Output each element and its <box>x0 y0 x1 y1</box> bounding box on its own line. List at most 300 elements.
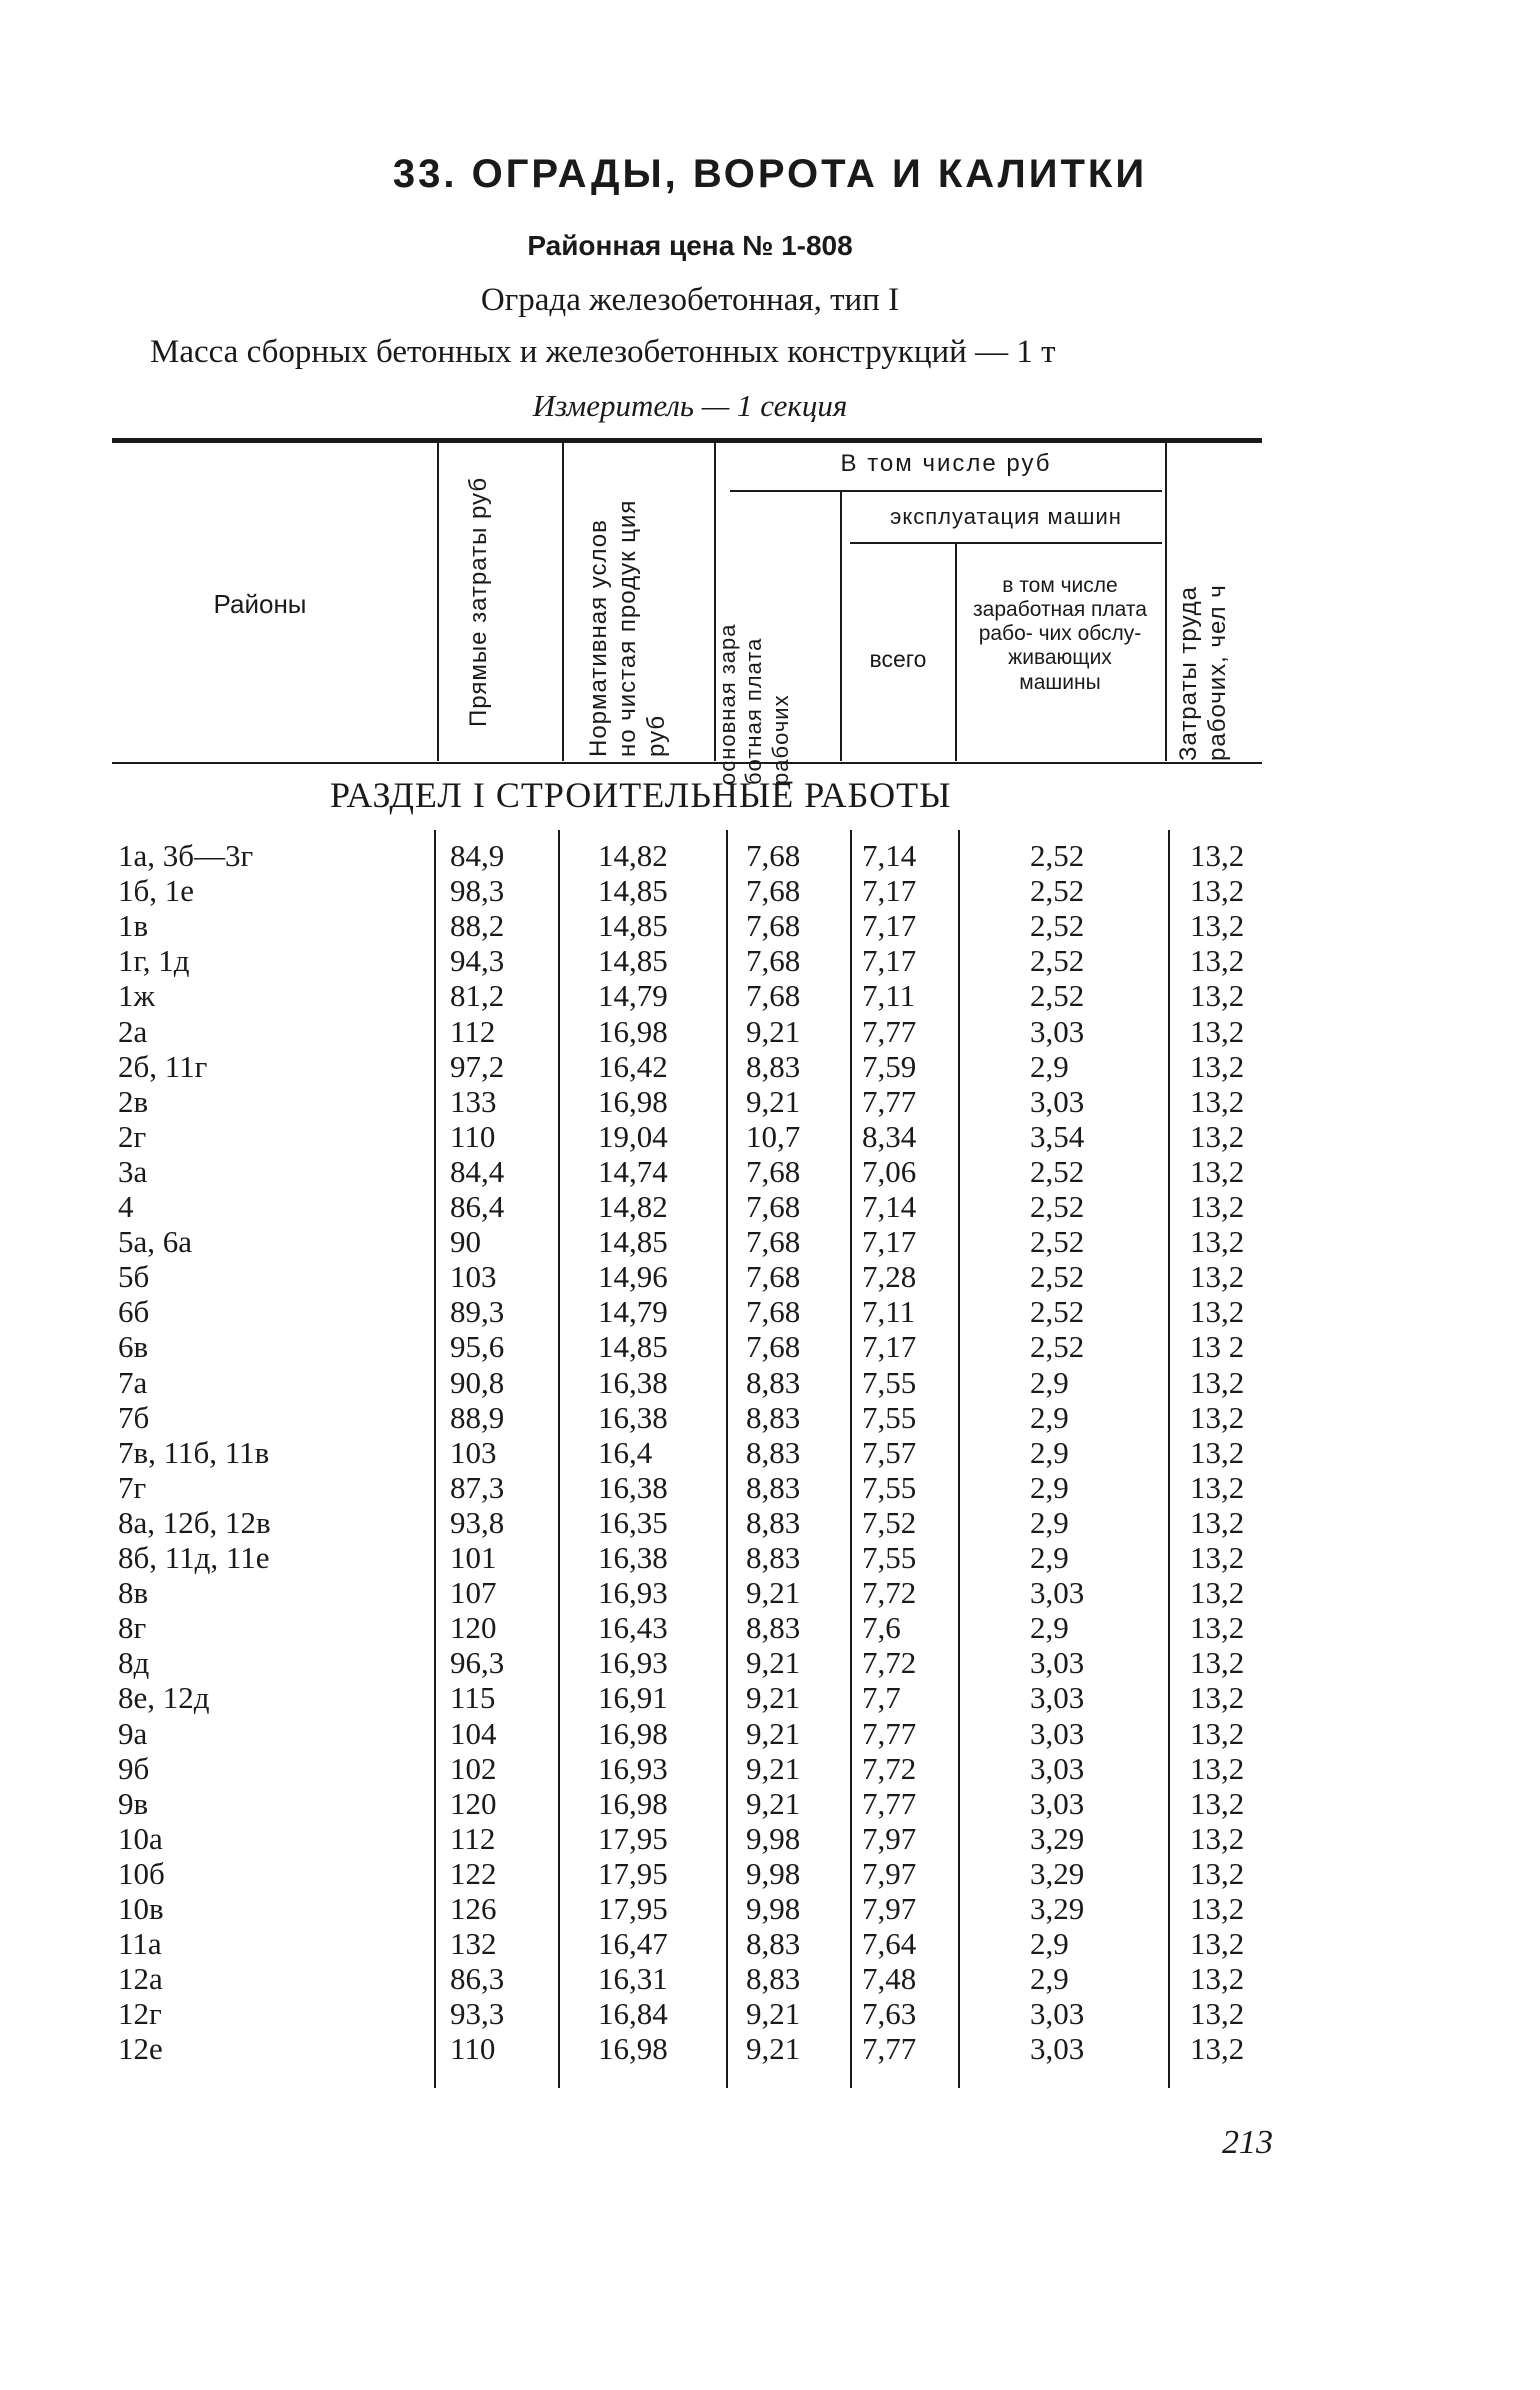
direct-costs-cell: 93,8 <box>450 1504 505 1540</box>
section-title: РАЗДЕЛ I СТРОИТЕЛЬНЫЕ РАБОТЫ <box>330 775 952 815</box>
machine-wage-cell: 3,54 <box>1030 1118 1085 1154</box>
base-wage-cell: 8,83 <box>746 1364 801 1400</box>
machine-wage-cell: 2,9 <box>1030 1540 1069 1575</box>
header-machine-op: эксплуатация машин <box>890 504 1122 529</box>
machine-wage-cell: 3,29 <box>1030 1891 1085 1926</box>
table-row <box>0 838 1540 873</box>
labor-cell: 13,2 <box>1190 1610 1245 1646</box>
labor-cell: 13,2 <box>1190 873 1245 909</box>
norm-net-cell: 16,31 <box>598 1961 668 1997</box>
table-row <box>0 873 1540 908</box>
machine-wage-cell: 3,29 <box>1030 1820 1085 1856</box>
region-cell: 2б, 11г <box>118 1048 208 1084</box>
region-cell: 8б, 11д, 11е <box>118 1540 270 1575</box>
machine-total-cell: 7,17 <box>862 908 917 944</box>
norm-net-cell: 16,91 <box>598 1680 668 1716</box>
norm-net-cell: 16,98 <box>598 2031 668 2067</box>
labor-cell: 13,2 <box>1190 1259 1245 1295</box>
machine-total-cell: 7,97 <box>862 1820 917 1856</box>
base-wage-cell: 9,21 <box>746 2031 801 2067</box>
machine-wage-cell: 2,52 <box>1030 1153 1085 1189</box>
machine-wage-cell: 2,52 <box>1030 1294 1085 1330</box>
region-cell: 12е <box>118 2031 163 2067</box>
table-row <box>0 1891 1540 1926</box>
region-cell: 7а <box>118 1364 148 1400</box>
machine-total-cell: 7,17 <box>862 1224 917 1260</box>
machine-wage-cell: 2,9 <box>1030 1364 1069 1400</box>
page-number: 213 <box>1222 2124 1273 2161</box>
norm-net-cell: 16,98 <box>598 1013 668 1049</box>
machine-wage-cell: 2,52 <box>1030 1259 1085 1295</box>
direct-costs-cell: 122 <box>450 1855 497 1891</box>
region-cell: 10а <box>118 1820 163 1856</box>
mass-note: Масса сборных бетонных и железобетонных конструкций — 1 т <box>150 334 1056 370</box>
region-cell: 3а <box>118 1153 148 1189</box>
machine-total-cell: 7,11 <box>862 1294 916 1330</box>
base-wage-cell: 8,83 <box>746 1048 801 1084</box>
region-cell: 6в <box>118 1329 149 1365</box>
direct-costs-cell: 120 <box>450 1610 497 1646</box>
table-row <box>0 1575 1540 1610</box>
base-wage-cell: 8,83 <box>746 1926 801 1962</box>
machine-total-cell: 7,55 <box>862 1469 917 1505</box>
table-row <box>0 1540 1540 1575</box>
direct-costs-cell: 86,3 <box>450 1961 505 1997</box>
header-base-wage: основная зара ботная плата рабочих <box>715 623 793 785</box>
labor-cell: 13,2 <box>1190 1224 1245 1260</box>
machine-total-cell: 7,55 <box>862 1399 917 1435</box>
norm-net-cell: 16,93 <box>598 1750 668 1786</box>
norm-net-cell: 14,79 <box>598 1294 668 1330</box>
machine-total-cell: 7,55 <box>862 1364 917 1400</box>
region-cell: 10в <box>118 1891 164 1926</box>
table-row <box>0 1505 1540 1540</box>
labor-cell: 13,2 <box>1190 1399 1245 1435</box>
norm-net-cell: 14,74 <box>598 1153 668 1189</box>
region-cell: 9в <box>118 1785 149 1821</box>
region-cell: 7г <box>118 1469 147 1505</box>
norm-net-cell: 14,82 <box>598 838 668 873</box>
hdr-vline-4 <box>840 492 842 761</box>
norm-net-cell: 16,98 <box>598 1083 668 1119</box>
norm-net-cell: 16,4 <box>598 1434 653 1470</box>
base-wage-cell: 7,68 <box>746 838 801 873</box>
direct-costs-cell: 112 <box>450 1013 496 1049</box>
table-row <box>0 1961 1540 1996</box>
region-cell: 11а <box>118 1926 162 1962</box>
machine-wage-cell: 2,9 <box>1030 1469 1069 1505</box>
machine-wage-cell: 2,52 <box>1030 1224 1085 1260</box>
region-cell: 4 <box>118 1189 134 1224</box>
machine-total-cell: 7,28 <box>862 1259 917 1295</box>
machine-wage-cell: 3,29 <box>1030 1855 1085 1891</box>
direct-costs-cell: 107 <box>450 1575 497 1611</box>
table-row <box>0 2031 1540 2066</box>
labor-cell: 13 2 <box>1190 1329 1245 1365</box>
machine-total-cell: 7,55 <box>862 1540 917 1575</box>
direct-costs-cell: 90,8 <box>450 1364 505 1400</box>
region-cell: 1в <box>118 908 149 944</box>
labor-cell: 13,2 <box>1190 1048 1245 1084</box>
direct-costs-cell: 115 <box>450 1680 496 1716</box>
labor-cell: 13,2 <box>1190 1820 1245 1856</box>
base-wage-cell: 8,83 <box>746 1610 801 1646</box>
machine-total-cell: 7,06 <box>862 1153 917 1189</box>
direct-costs-cell: 120 <box>450 1785 497 1821</box>
subtitle: Ограда железобетонная, тип I <box>480 282 900 318</box>
table-row <box>0 1821 1540 1856</box>
machine-total-cell: 7,14 <box>862 838 917 873</box>
labor-cell: 13,2 <box>1190 1926 1245 1962</box>
header-norm-net: Нормативная услов но чистая продук ция руб <box>585 499 670 757</box>
machine-wage-cell: 2,52 <box>1030 1189 1085 1224</box>
base-wage-cell: 9,21 <box>746 1645 801 1681</box>
machine-wage-cell: 3,03 <box>1030 1013 1085 1049</box>
table-row <box>0 1154 1540 1189</box>
region-cell: 8г <box>118 1610 147 1646</box>
header-bottom-rule <box>112 762 1262 764</box>
norm-net-cell: 17,95 <box>598 1855 668 1891</box>
base-wage-cell: 9,21 <box>746 1785 801 1821</box>
machine-wage-cell: 3,03 <box>1030 1785 1085 1821</box>
table-row <box>0 1224 1540 1259</box>
base-wage-cell: 7,68 <box>746 908 801 944</box>
norm-net-cell: 14,96 <box>598 1259 668 1295</box>
machine-wage-cell: 2,52 <box>1030 908 1085 944</box>
labor-cell: 13,2 <box>1190 1118 1245 1154</box>
table-row <box>0 1680 1540 1715</box>
direct-costs-cell: 98,3 <box>450 873 505 909</box>
machine-total-cell: 7,57 <box>862 1434 917 1470</box>
table-row <box>0 1856 1540 1891</box>
direct-costs-cell: 87,3 <box>450 1469 505 1505</box>
machine-total-cell: 7,77 <box>862 2031 917 2067</box>
labor-cell: 13,2 <box>1190 1750 1245 1786</box>
norm-net-cell: 16,47 <box>598 1926 668 1962</box>
base-wage-cell: 9,98 <box>746 1855 801 1891</box>
header-direct-costs: Прямые затраты руб <box>465 476 492 727</box>
machine-total-cell: 7,72 <box>862 1575 917 1611</box>
direct-costs-cell: 90 <box>450 1224 481 1260</box>
table-row <box>0 1926 1540 1961</box>
direct-costs-cell: 88,2 <box>450 908 505 944</box>
labor-cell: 13,2 <box>1190 1364 1245 1400</box>
machine-total-cell: 7,52 <box>862 1504 917 1540</box>
labor-cell: 13,2 <box>1190 838 1245 873</box>
machine-wage-cell: 2,52 <box>1030 943 1085 979</box>
header-total: всего <box>869 646 927 672</box>
base-wage-cell: 9,21 <box>746 1083 801 1119</box>
machine-total-cell: 7,77 <box>862 1013 917 1049</box>
labor-cell: 13,2 <box>1190 1855 1245 1891</box>
base-wage-cell: 9,21 <box>746 1013 801 1049</box>
region-cell: 9б <box>118 1750 150 1786</box>
norm-net-cell: 16,38 <box>598 1540 668 1575</box>
machine-total-cell: 7,11 <box>862 978 916 1014</box>
base-wage-cell: 7,68 <box>746 978 801 1014</box>
direct-costs-cell: 112 <box>450 1820 496 1856</box>
base-wage-cell: 8,83 <box>746 1504 801 1540</box>
region-cell: 2г <box>118 1118 147 1154</box>
region-cell: 8а, 12б, 12в <box>118 1504 271 1540</box>
machine-wage-cell: 2,52 <box>1030 838 1085 873</box>
direct-costs-cell: 103 <box>450 1434 497 1470</box>
base-wage-cell: 9,21 <box>746 1715 801 1751</box>
direct-costs-cell: 96,3 <box>450 1645 505 1681</box>
machine-total-cell: 7,77 <box>862 1715 917 1751</box>
labor-cell: 13,2 <box>1190 1785 1245 1821</box>
table-row <box>0 943 1540 978</box>
machine-total-cell: 7,64 <box>862 1926 917 1962</box>
table-row <box>0 1645 1540 1680</box>
norm-net-cell: 14,85 <box>598 873 668 909</box>
labor-cell: 13,2 <box>1190 1961 1245 1997</box>
table-row <box>0 908 1540 943</box>
region-cell: 5а, 6а <box>118 1224 193 1260</box>
hdr-vline-5 <box>955 544 957 761</box>
table-row <box>0 978 1540 1013</box>
machine-wage-cell: 3,03 <box>1030 1645 1085 1681</box>
labor-cell: 13,2 <box>1190 1575 1245 1611</box>
norm-net-cell: 14,82 <box>598 1189 668 1224</box>
labor-cell: 13,2 <box>1190 908 1245 944</box>
base-wage-cell: 7,68 <box>746 1294 801 1330</box>
direct-costs-cell: 84,9 <box>450 838 505 873</box>
machine-wage-cell: 2,9 <box>1030 1961 1069 1997</box>
header-incl-wage: в том числе заработная плата рабо- чих обслу- живающих машины <box>973 574 1147 694</box>
labor-cell: 13,2 <box>1190 1680 1245 1716</box>
machine-total-cell: 7,48 <box>862 1961 917 1997</box>
machine-wage-cell: 2,9 <box>1030 1399 1069 1435</box>
direct-costs-cell: 104 <box>450 1715 497 1751</box>
machine-wage-cell: 2,9 <box>1030 1048 1069 1084</box>
direct-costs-cell: 97,2 <box>450 1048 505 1084</box>
base-wage-cell: 7,68 <box>746 943 801 979</box>
labor-cell: 13,2 <box>1190 943 1245 979</box>
table-row <box>0 1084 1540 1119</box>
table-row <box>0 1259 1540 1294</box>
machine-wage-cell: 2,52 <box>1030 978 1085 1014</box>
machine-wage-cell: 2,9 <box>1030 1434 1069 1470</box>
table-row <box>0 1365 1540 1400</box>
norm-net-cell: 16,93 <box>598 1575 668 1611</box>
base-wage-cell: 8,83 <box>746 1469 801 1505</box>
hdr-vline-6 <box>1165 443 1167 761</box>
table-row <box>0 1786 1540 1821</box>
norm-net-cell: 17,95 <box>598 1820 668 1856</box>
labor-cell: 13,2 <box>1190 1294 1245 1330</box>
machine-total-cell: 7,59 <box>862 1048 917 1084</box>
direct-costs-cell: 93,3 <box>450 1996 505 2032</box>
norm-net-cell: 14,85 <box>598 943 668 979</box>
machine-wage-cell: 2,52 <box>1030 873 1085 909</box>
direct-costs-cell: 89,3 <box>450 1294 505 1330</box>
labor-cell: 13,2 <box>1190 978 1245 1014</box>
machine-total-cell: 8,34 <box>862 1118 917 1154</box>
labor-cell: 13,2 <box>1190 1189 1245 1224</box>
table-row <box>0 1294 1540 1329</box>
direct-costs-cell: 132 <box>450 1926 497 1962</box>
table-row <box>0 1716 1540 1751</box>
region-cell: 2а <box>118 1013 148 1049</box>
base-wage-cell: 7,68 <box>746 1153 801 1189</box>
region-cell: 12а <box>118 1961 163 1997</box>
machine-wage-cell: 3,03 <box>1030 1750 1085 1786</box>
region-cell: 6б <box>118 1294 150 1330</box>
norm-net-cell: 16,38 <box>598 1469 668 1505</box>
norm-net-cell: 16,38 <box>598 1399 668 1435</box>
base-wage-cell: 9,98 <box>746 1820 801 1856</box>
base-wage-cell: 9,98 <box>746 1891 801 1926</box>
base-wage-cell: 9,21 <box>746 1575 801 1611</box>
table-row <box>0 1329 1540 1364</box>
norm-net-cell: 16,38 <box>598 1364 668 1400</box>
table-row <box>0 1119 1540 1154</box>
region-cell: 1г, 1д <box>118 943 190 979</box>
base-wage-cell: 9,21 <box>746 1680 801 1716</box>
direct-costs-cell: 88,9 <box>450 1399 505 1435</box>
base-wage-cell: 8,83 <box>746 1434 801 1470</box>
machine-wage-cell: 3,03 <box>1030 1575 1085 1611</box>
region-cell: 1ж <box>118 978 155 1014</box>
norm-net-cell: 16,98 <box>598 1715 668 1751</box>
machine-wage-cell: 3,03 <box>1030 1680 1085 1716</box>
machine-wage-cell: 2,52 <box>1030 1329 1085 1365</box>
labor-cell: 13,2 <box>1190 1013 1245 1049</box>
machine-total-cell: 7,6 <box>862 1610 901 1646</box>
price-label: Районная цена № 1-808 <box>527 230 853 261</box>
base-wage-cell: 9,21 <box>746 1750 801 1786</box>
machine-total-cell: 7,14 <box>862 1189 917 1224</box>
table-row <box>0 1435 1540 1470</box>
machine-op-rule <box>850 542 1162 544</box>
machine-wage-cell: 3,03 <box>1030 1715 1085 1751</box>
norm-net-cell: 16,35 <box>598 1504 668 1540</box>
region-cell: 10б <box>118 1855 165 1891</box>
incl-rub-rule <box>730 490 1162 492</box>
base-wage-cell: 7,68 <box>746 1224 801 1260</box>
machine-total-cell: 7,17 <box>862 873 917 909</box>
page-title: 33. ОГРАДЫ, ВОРОТА И КАЛИТКИ <box>392 152 1148 196</box>
norm-net-cell: 14,85 <box>598 1224 668 1260</box>
machine-total-cell: 7,72 <box>862 1645 917 1681</box>
region-cell: 8е, 12д <box>118 1680 210 1716</box>
direct-costs-cell: 94,3 <box>450 943 505 979</box>
region-cell: 8в <box>118 1575 149 1611</box>
norm-net-cell: 16,42 <box>598 1048 668 1084</box>
table-row <box>0 1470 1540 1505</box>
machine-wage-cell: 2,9 <box>1030 1504 1069 1540</box>
direct-costs-cell: 95,6 <box>450 1329 505 1365</box>
region-cell: 5б <box>118 1259 150 1295</box>
header-top-rule <box>112 438 1262 443</box>
machine-wage-cell: 3,03 <box>1030 2031 1085 2067</box>
table-row <box>0 1014 1540 1049</box>
norm-net-cell: 16,84 <box>598 1996 668 2032</box>
norm-net-cell: 16,43 <box>598 1610 668 1646</box>
norm-net-cell: 14,79 <box>598 978 668 1014</box>
direct-costs-cell: 133 <box>450 1083 497 1119</box>
direct-costs-cell: 86,4 <box>450 1189 505 1224</box>
norm-net-cell: 14,85 <box>598 908 668 944</box>
machine-wage-cell: 2,9 <box>1030 1926 1069 1962</box>
base-wage-cell: 8,83 <box>746 1961 801 1997</box>
direct-costs-cell: 102 <box>450 1750 497 1786</box>
table-row <box>0 1189 1540 1224</box>
base-wage-cell: 9,21 <box>746 1996 801 2032</box>
base-wage-cell: 10,7 <box>746 1118 801 1154</box>
machine-wage-cell: 3,03 <box>1030 1083 1085 1119</box>
region-cell: 9а <box>118 1715 148 1751</box>
region-cell: 12г <box>118 1996 162 2032</box>
norm-net-cell: 14,85 <box>598 1329 668 1365</box>
labor-cell: 13,2 <box>1190 1469 1245 1505</box>
labor-cell: 13,2 <box>1190 1891 1245 1926</box>
machine-total-cell: 7,97 <box>862 1891 917 1926</box>
direct-costs-cell: 81,2 <box>450 978 505 1014</box>
labor-cell: 13,2 <box>1190 1434 1245 1470</box>
direct-costs-cell: 84,4 <box>450 1153 505 1189</box>
labor-cell: 13,2 <box>1190 1153 1245 1189</box>
header-labor: Затраты труда рабочих, чел ч <box>1175 584 1231 761</box>
table-row <box>0 1996 1540 2031</box>
hdr-vline-2 <box>562 443 564 761</box>
norm-net-cell: 16,98 <box>598 1785 668 1821</box>
machine-total-cell: 7,72 <box>862 1750 917 1786</box>
labor-cell: 13,2 <box>1190 1645 1245 1681</box>
machine-wage-cell: 3,03 <box>1030 1996 1085 2032</box>
base-wage-cell: 7,68 <box>746 1259 801 1295</box>
region-cell: 1а, 3б—3г <box>118 838 254 873</box>
direct-costs-cell: 110 <box>450 2031 496 2067</box>
machine-total-cell: 7,17 <box>862 1329 917 1365</box>
labor-cell: 13,2 <box>1190 2031 1245 2067</box>
base-wage-cell: 7,68 <box>746 1189 801 1224</box>
labor-cell: 13,2 <box>1190 1540 1245 1575</box>
table-row <box>0 1400 1540 1435</box>
machine-total-cell: 7,17 <box>862 943 917 979</box>
header-regions: Районы <box>213 589 307 619</box>
machine-total-cell: 7,77 <box>862 1083 917 1119</box>
region-cell: 2в <box>118 1083 149 1119</box>
region-cell: 7б <box>118 1399 150 1435</box>
norm-net-cell: 19,04 <box>598 1118 668 1154</box>
base-wage-cell: 7,68 <box>746 1329 801 1365</box>
norm-net-cell: 16,93 <box>598 1645 668 1681</box>
table-row <box>0 1049 1540 1084</box>
region-cell: 7в, 11б, 11в <box>118 1434 270 1470</box>
direct-costs-cell: 101 <box>450 1540 497 1575</box>
labor-cell: 13,2 <box>1190 1083 1245 1119</box>
machine-total-cell: 7,7 <box>862 1680 901 1716</box>
direct-costs-cell: 103 <box>450 1259 497 1295</box>
table-row <box>0 1751 1540 1786</box>
machine-total-cell: 7,63 <box>862 1996 917 2032</box>
hdr-vline-1 <box>437 443 439 761</box>
machine-total-cell: 7,77 <box>862 1785 917 1821</box>
machine-wage-cell: 2,9 <box>1030 1610 1069 1646</box>
machine-total-cell: 7,97 <box>862 1855 917 1891</box>
region-cell: 1б, 1е <box>118 873 195 909</box>
direct-costs-cell: 110 <box>450 1118 496 1154</box>
direct-costs-cell: 126 <box>450 1891 497 1926</box>
table-row <box>0 1610 1540 1645</box>
labor-cell: 13,2 <box>1190 1996 1245 2032</box>
base-wage-cell: 8,83 <box>746 1540 801 1575</box>
region-cell: 8д <box>118 1645 150 1681</box>
base-wage-cell: 7,68 <box>746 873 801 909</box>
header-incl-rub: В том числе руб <box>840 450 1052 477</box>
